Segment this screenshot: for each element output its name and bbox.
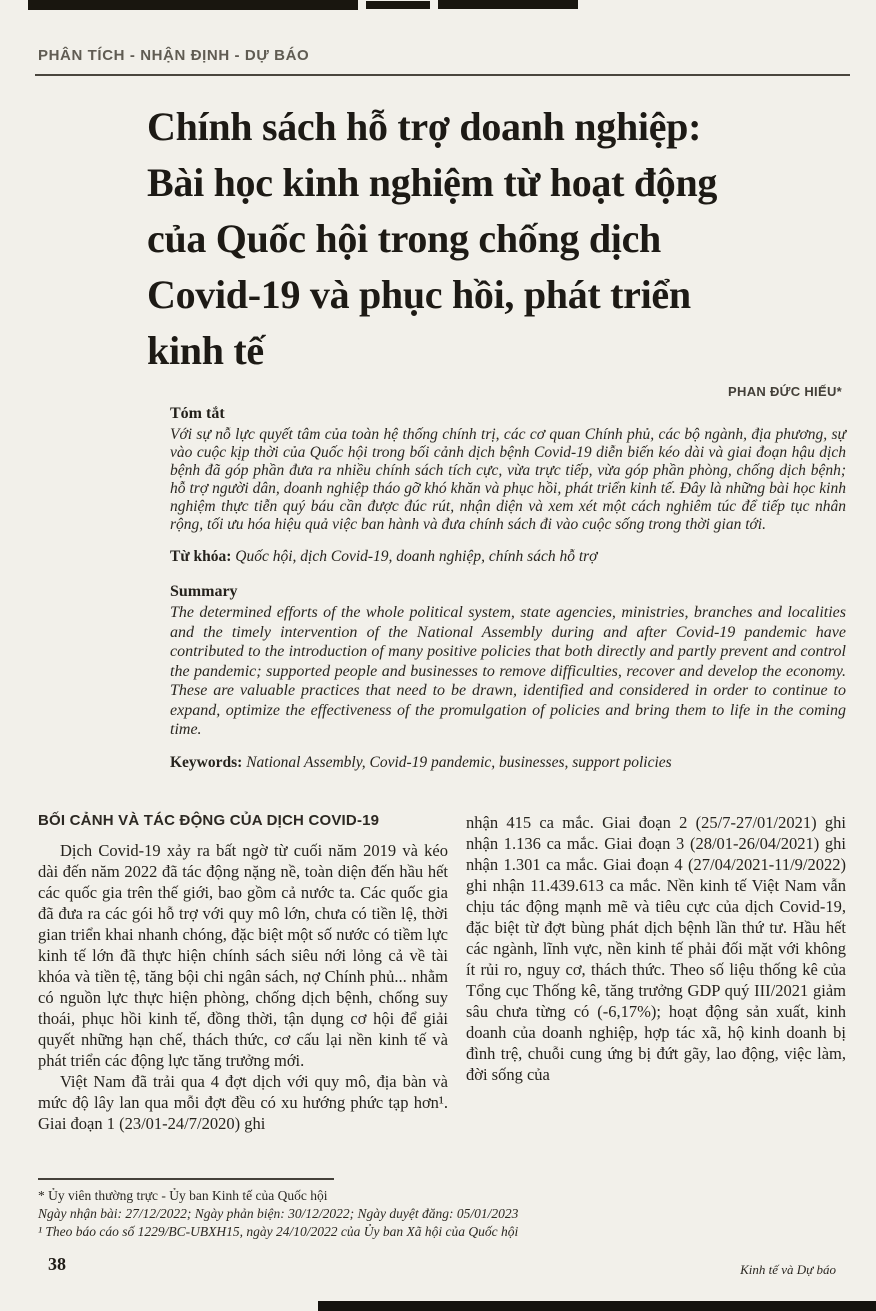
article-body (38, 812, 846, 1134)
article-title (147, 99, 852, 379)
article-title-line: kinh tế (147, 328, 264, 373)
keywords-vi-label: Từ khóa: (170, 548, 232, 565)
keywords-en-label: Keywords: (170, 753, 243, 771)
scan-bar-segment (28, 0, 358, 10)
journal-name: Kinh tế và Dự báo (740, 1262, 836, 1277)
footnote-rule (38, 1178, 334, 1180)
keywords-en-row (170, 754, 846, 772)
article-title-line: của Quốc hội trong chống dịch (147, 216, 661, 261)
body-paragraph: Việt Nam đã trải qua 4 đợt dịch với quy mô, địa bàn và mức độ lây lan qua mỗi đợt đều có xu hướng phức tạp hơn¹. Giai đoạn 1 (23/01-24/7/2020) ghi (38, 1072, 448, 1133)
footnote-dates: Ngày nhận bài: 27/12/2022; Ngày phản biện: 30/12/2022; Ngày duyệt đăng: 05/01/2023 (38, 1206, 519, 1221)
footnotes (38, 1178, 846, 1241)
body-column-left (38, 812, 448, 1134)
article-title-line: Covid-19 và phục hồi, phát triển (147, 272, 691, 317)
scan-bar-segment (438, 0, 578, 9)
keywords-vi-text: Quốc hội, dịch Covid-19, doanh nghiệp, chính sách hỗ trợ (235, 548, 598, 565)
scan-artifact-bottom (318, 1301, 876, 1311)
header-rule (35, 74, 850, 76)
section-heading: BỐI CẢNH VÀ TÁC ĐỘNG CỦA DỊCH COVID-19 (38, 812, 380, 829)
body-paragraph: Dịch Covid-19 xảy ra bất ngờ từ cuối năm 2019 và kéo dài đến năm 2022 đã tác động nặng nề, toàn diện đến hầu hết các quốc gia trên thế giới, bao gồm cả nước ta. Các quốc gia đã đưa ra các gói hỗ trợ với quy mô lớn, chưa có tiền lệ, thời gian triển khai nhanh chóng, đặc biệt một số nước có tiềm lực kinh tế lớn đã thực hiện chính sách siêu nới lỏng cả về tài khóa và tiền tệ, tăng bội chi ngân sách, nợ Chính phủ... nhằm có nguồn lực thực hiện phòng, chống dịch bệnh, chống suy thoái, phục hồi kinh tế, đồng thời, tận dụng cơ hội để giải quyết những hạn chế, thách thức, cơ cấu lại nền kinh tế và phát triển các động lực tăng trưởng mới. (38, 841, 448, 1070)
page-number: 38 (48, 1254, 66, 1274)
keywords-en-text: National Assembly, Covid-19 pandemic, businesses, support policies (246, 753, 672, 771)
summary-heading: Summary (170, 583, 238, 600)
article-title-line: Bài học kinh nghiệm từ hoạt động (147, 160, 718, 205)
keywords-vi-row (170, 548, 846, 566)
abstract-text: Với sự nỗ lực quyết tâm của toàn hệ thống chính trị, các cơ quan Chính phủ, các bộ ngành, địa phương, sự vào cuộc kịp thời của Quốc hội trong bối cảnh dịch bệnh Covid-19 diễn biến kéo dài và giai đoạn hậu dịch bệnh đã góp phần đưa ra nhiều chính sách tích cực, vừa trực tiếp, vừa góp phần phòng, chống dịch bệnh; hỗ trợ người dân, doanh nghiệp tháo gỡ khó khăn và phục hồi, phát triển kinh tế. Đây là những bài học kinh nghiệm thực tiễn quý báu cần được đúc rút, nhận diện và xem xét một cách nghiêm túc để tiếp tục nhân rộng, tối ưu hóa hiệu quả việc ban hành và đưa chính sách đi vào cuộc sống trong thời gian tới. (170, 426, 846, 533)
author-name: PHAN ĐỨC HIẾU* (728, 384, 842, 399)
summary-text: The determined efforts of the whole political system, state agencies, ministries, branches and localities and the timely intervention of the National Assembly during and after Covid-19 pandemic have contributed to the introduction of many positive policies that both directly and partly prevent and control the pandemic; supported people and businesses to remove difficulties, recover and develop the economy. These are valuable practices that need to be drawn, identified and considered in order to continue to expand, optimize the effectiveness of the promulgation of policies and bring them to life in the coming time. (170, 604, 846, 738)
footnote-affiliation: * Ủy viên thường trực - Ủy ban Kinh tế của Quốc hội (38, 1188, 328, 1203)
section-kicker: PHÂN TÍCH - NHẬN ĐỊNH - DỰ BÁO (38, 47, 310, 64)
body-column-right (466, 812, 846, 1134)
body-paragraph: nhận 415 ca mắc. Giai đoạn 2 (25/7-27/01/2021) ghi nhận 1.136 ca mắc. Giai đoạn 3 (28/01-26/04/2021) ghi nhận 1.301 ca mắc. Giai đoạn 4 (27/04/2021-11/9/2022) ghi nhận 11.439.613 ca mắc. Nền kinh tế Việt Nam vẫn chịu tác động mạnh mẽ và tiêu cực của dịch Covid-19, đặc biệt từ đợt bùng phát dịch bệnh lần thứ tư. Hầu hết các ngành, lĩnh vực, nền kinh tế phải đối mặt với không ít rủi ro, nguy cơ, thách thức. Theo số liệu thống kê của Tổng cục Thống kê, tăng trưởng GDP quý III/2021 giảm sâu chưa từng có (-6,17%); hoạt động sản xuất, kinh doanh của doanh nghiệp, hợp tác xã, hộ kinh doanh bị đình trệ, chuỗi cung ứng bị đứt gãy, lao động, việc làm, đời sống của (466, 813, 846, 1084)
footnote-1: ¹ Theo báo cáo số 1229/BC-UBXH15, ngày 24/10/2022 của Ủy ban Xã hội của Quốc hội (38, 1224, 519, 1239)
abstract-heading: Tóm tắt (170, 405, 225, 422)
front-matter (170, 405, 846, 772)
scan-bar-segment (366, 1, 430, 9)
article-title-line: Chính sách hỗ trợ doanh nghiệp: (147, 104, 702, 149)
